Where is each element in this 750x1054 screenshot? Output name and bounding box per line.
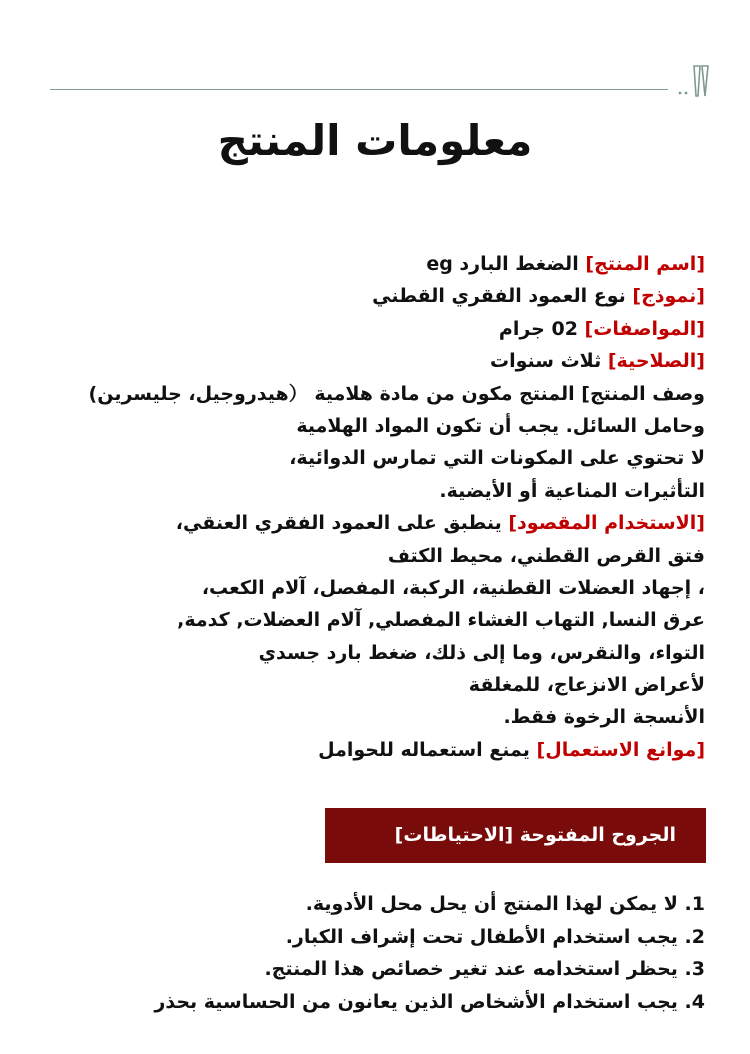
list-item: 3. يحظر استخدامه عند تغير خصائص هذا المنتج. xyxy=(264,958,705,980)
info-line: وحامل السائل. يجب أن تكون المواد الهلامية xyxy=(296,414,705,437)
precautions-list xyxy=(15,888,705,1018)
info-line: [نموذج] نوع العمود الفقري القطني xyxy=(372,285,705,308)
info-line: ، إجهاد العضلات القطنية، الركبة، المفصل، آلام الكعب، xyxy=(201,576,705,599)
list-item: 4. يجب استخدام الأشخاص الذين يعانون من الحساسية بحذر xyxy=(154,990,705,1013)
info-line: [المواصفات] 02 جرام xyxy=(498,317,705,340)
section-header: الجروح المفتوحة [الاحتياطات] xyxy=(325,808,706,863)
header-rule xyxy=(50,89,668,90)
info-line: لأعراض الانزعاج، للمغلقة xyxy=(468,674,705,697)
header-ornament-icon xyxy=(674,62,710,102)
page-title: معلومات المنتج xyxy=(217,116,533,165)
info-line: [اسم المنتج] الضغط البارد eg xyxy=(426,253,705,275)
info-line: فتق القرص القطني، محيط الكتف xyxy=(387,544,705,567)
list-item: 2. يجب استخدام الأطفال تحت إشراف الكبار. xyxy=(285,925,705,948)
info-line: [موانع الاستعمال] يمنع استعماله للحوامل xyxy=(318,738,705,761)
info-line: عرق النسا, التهاب الغشاء المفصلي, آلام العضلات, كدمة, xyxy=(177,609,705,632)
list-item: 1. لا يمكن لهذا المنتج أن يحل محل الأدوية. xyxy=(305,893,705,915)
info-line: التأثيرات المناعية أو الأيضية. xyxy=(439,479,705,502)
product-info xyxy=(15,248,705,766)
info-line: لا تحتوي على المكونات التي تمارس الدوائية، xyxy=(289,447,705,470)
info-line: الأنسجة الرخوة فقط. xyxy=(503,706,705,729)
info-line: التواء، والنقرس، وما إلى ذلك، ضغط بارد جسدي xyxy=(258,641,705,664)
info-line: وصف المنتج] المنتج مكون من مادة هلامية （هيدروجيل، جليسرين) xyxy=(88,382,705,405)
info-line: [الصلاحية] ثلاث سنوات xyxy=(490,350,705,373)
info-line: [الاستخدام المقصود] ينطبق على العمود الفقري العنقي، xyxy=(175,512,705,535)
